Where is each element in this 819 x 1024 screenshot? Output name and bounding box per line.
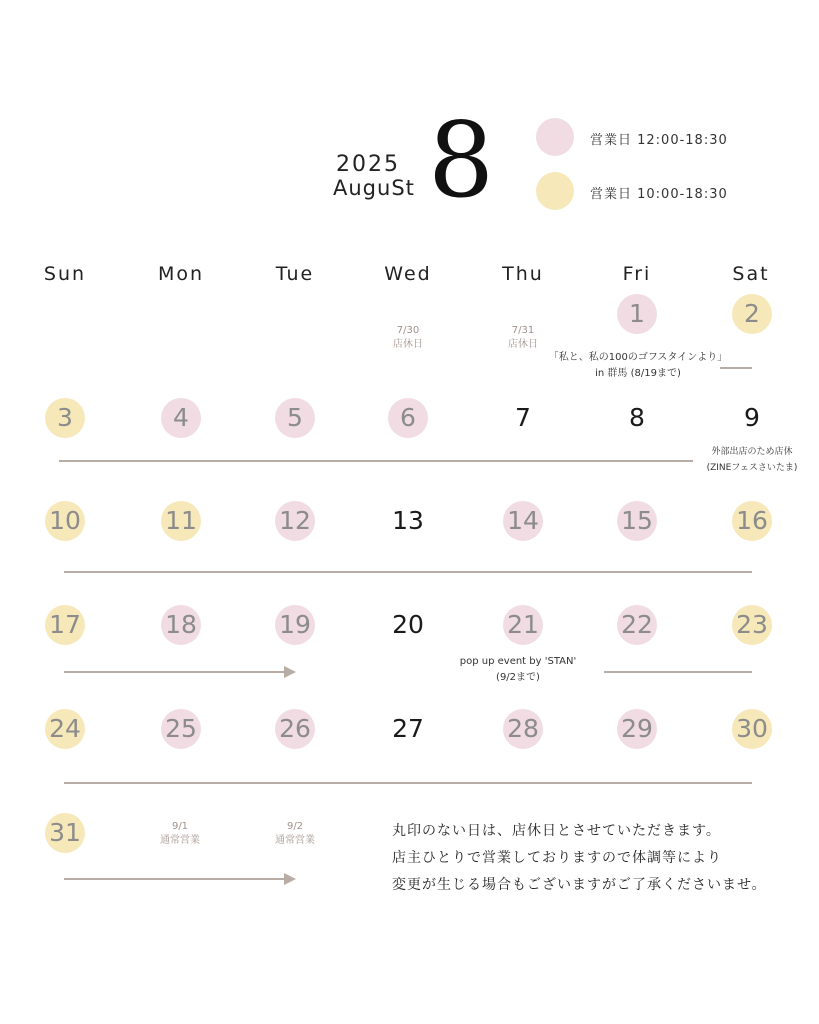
weekday-mon: Mon xyxy=(157,263,205,285)
day-29: 29 xyxy=(617,709,657,749)
day-19: 19 xyxy=(275,605,315,645)
month-name: AuguSt xyxy=(333,176,415,200)
day-23: 23 xyxy=(732,605,772,645)
day-21: 21 xyxy=(503,605,543,645)
event-closure-venue: (ZINEフェスさいたま) xyxy=(706,463,798,473)
week3-line xyxy=(64,571,752,573)
footer-line-3: 変更が生じる場合もございますがご了承くださいませ。 xyxy=(392,877,767,893)
weekday-wed: Wed xyxy=(384,263,432,285)
week4-arrow xyxy=(64,671,294,673)
day-12: 12 xyxy=(275,501,315,541)
note-jul31-date: 7/31 xyxy=(511,325,535,336)
note-sep1-date: 9/1 xyxy=(171,821,189,832)
weekday-fri: Fri xyxy=(622,263,652,285)
footer-line-1: 丸印のない日は、店休日とさせていただきます。 xyxy=(392,823,721,839)
day-18: 18 xyxy=(161,605,201,645)
note-sep2-date: 9/2 xyxy=(286,821,304,832)
event-popup-line xyxy=(604,671,752,673)
year-label: 2025 xyxy=(336,152,400,177)
day-8: 8 xyxy=(629,403,645,432)
day-16: 16 xyxy=(732,501,772,541)
day-27: 27 xyxy=(392,714,424,743)
day-10: 10 xyxy=(45,501,85,541)
note-jul31 xyxy=(493,324,553,352)
month-number: 8 xyxy=(428,99,495,221)
legend-pink-label: 営業日 12:00-18:30 xyxy=(590,133,728,148)
legend-pink-dot xyxy=(536,118,574,156)
week6-arrow xyxy=(64,878,294,880)
day-13: 13 xyxy=(392,506,424,535)
day-9: 9 xyxy=(744,403,760,432)
day-26: 26 xyxy=(275,709,315,749)
day-25: 25 xyxy=(161,709,201,749)
event-exhibition-line xyxy=(720,367,752,369)
legend-yellow-label: 営業日 10:00-18:30 xyxy=(590,187,728,202)
event-exhibition-title: 「私と、私の100のゴフスタインより」 xyxy=(548,352,728,363)
day-2: 2 xyxy=(732,294,772,334)
note-sep2-label: 通常営業 xyxy=(275,835,315,846)
event-exhibition xyxy=(548,350,728,382)
event-popup xyxy=(440,654,596,686)
day-14: 14 xyxy=(503,501,543,541)
week5-line xyxy=(64,782,752,784)
event-popup-period: (9/2まで) xyxy=(496,672,540,683)
note-jul30-label: 店休日 xyxy=(393,339,423,350)
note-jul30 xyxy=(378,324,438,352)
day-11: 11 xyxy=(161,501,201,541)
day-4: 4 xyxy=(161,398,201,438)
weekday-sat: Sat xyxy=(732,263,770,285)
event-closure-reason: 外部出店のため店休 xyxy=(711,447,793,457)
footer-line-2: 店主ひとりで営業しておりますので体調等により xyxy=(392,850,722,866)
weekday-sun: Sun xyxy=(43,263,87,285)
weekday-tue: Tue xyxy=(275,263,315,285)
day-5: 5 xyxy=(275,398,315,438)
weekday-thu: Thu xyxy=(502,263,544,285)
note-sep2 xyxy=(265,820,325,848)
day-7: 7 xyxy=(515,403,531,432)
event-exhibition-period-line xyxy=(59,460,693,462)
note-jul30-date: 7/30 xyxy=(396,325,420,336)
day-30: 30 xyxy=(732,709,772,749)
footer-notice xyxy=(392,818,812,899)
day-28: 28 xyxy=(503,709,543,749)
note-sep1-label: 通常営業 xyxy=(160,835,200,846)
day-20: 20 xyxy=(392,610,424,639)
legend-yellow-dot xyxy=(536,172,574,210)
day-22: 22 xyxy=(617,605,657,645)
event-closure xyxy=(690,444,814,476)
event-popup-title: pop up event by 'STAN' xyxy=(459,656,577,667)
note-jul31-label: 店休日 xyxy=(508,339,538,350)
day-24: 24 xyxy=(45,709,85,749)
day-1: 1 xyxy=(617,294,657,334)
event-exhibition-place: in 群馬 (8/19まで) xyxy=(595,368,681,379)
day-17: 17 xyxy=(45,605,85,645)
day-3: 3 xyxy=(45,398,85,438)
day-6: 6 xyxy=(388,398,428,438)
day-31: 31 xyxy=(45,813,85,853)
note-sep1 xyxy=(150,820,210,848)
day-15: 15 xyxy=(617,501,657,541)
